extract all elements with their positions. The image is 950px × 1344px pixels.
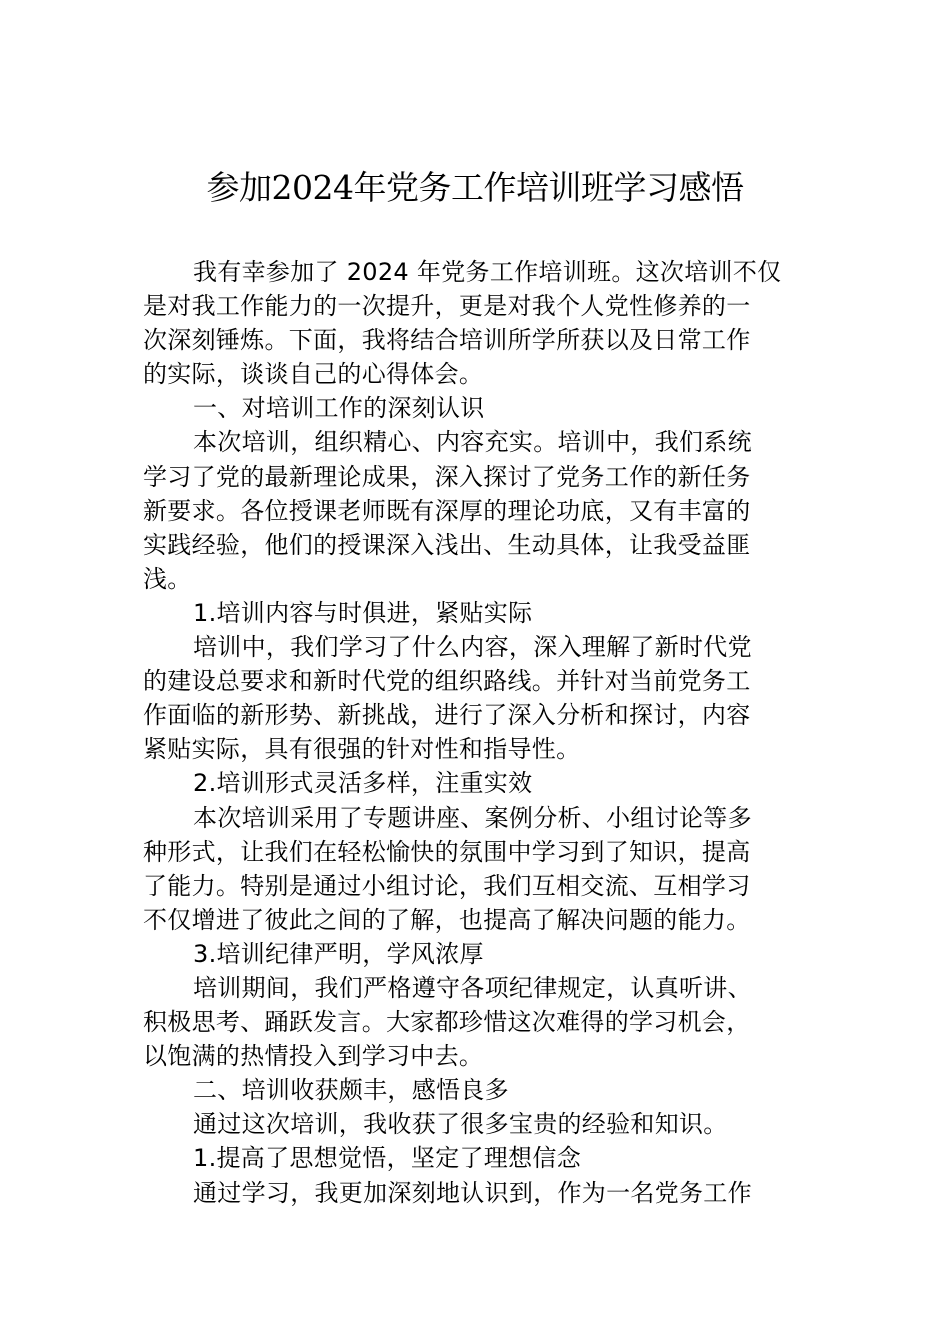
paragraph-line: 通过这次培训，我收获了很多宝贵的经验和知识。 (193, 1110, 728, 1139)
section-heading: 二、培训收获颇丰，感悟良多 (193, 1076, 509, 1105)
paragraph-line: 新要求。各位授课老师既有深厚的理论功底，又有丰富的 (143, 496, 751, 525)
paragraph-line: 作面临的新形势、新挑战，进行了深入分析和探讨，内容 (143, 701, 751, 730)
paragraph-line: 培训期间，我们严格遵守各项纪律规定，认真听讲、 (193, 973, 752, 1002)
subsection-heading: 1.培训内容与时俱进，紧贴实际 (193, 598, 533, 627)
paragraph-line: 学习了党的最新理论成果，深入探讨了党务工作的新任务 (143, 462, 751, 491)
subsection-heading: 3.培训纪律严明，学风浓厚 (193, 939, 484, 968)
document-body (143, 255, 807, 1210)
paragraph-line: 次深刻锤炼。下面，我将结合培训所学所获以及日常工作 (143, 326, 751, 355)
paragraph-line: 不仅增进了彼此之间的了解，也提高了解决问题的能力。 (143, 905, 751, 934)
paragraph-line: 的实际，谈谈自己的心得体会。 (143, 360, 484, 389)
subsection-heading: 1.提高了思想觉悟，坚定了理想信念 (193, 1144, 581, 1173)
paragraph-line: 实践经验，他们的授课深入浅出、生动具体，让我受益匪 (143, 530, 751, 559)
paragraph-line: 的建设总要求和新时代党的组织路线。并针对当前党务工 (143, 667, 751, 696)
paragraph-line: 通过学习，我更加深刻地认识到，作为一名党务工作 (193, 1178, 752, 1207)
paragraph-line: 了能力。特别是通过小组讨论，我们互相交流、互相学习 (143, 871, 751, 900)
paragraph-line: 积极思考、踊跃发言。大家都珍惜这次难得的学习机会， (143, 1008, 751, 1037)
paragraph-line: 是对我工作能力的一次提升，更是对我个人党性修养的一 (143, 292, 751, 321)
paragraph-line: 浅。 (143, 564, 192, 593)
paragraph-line: 种形式，让我们在轻松愉快的氛围中学习到了知识，提高 (143, 837, 751, 866)
paragraph-line: 本次培训，组织精心、内容充实。培训中，我们系统 (193, 428, 752, 457)
paragraph-line: 我有幸参加了 2024 年党务工作培训班。这次培训不仅 (193, 258, 782, 286)
subsection-heading: 2.培训形式灵活多样，注重实效 (193, 769, 533, 798)
paragraph-line: 本次培训采用了专题讲座、案例分析、小组讨论等多 (193, 803, 752, 832)
paragraph-line: 以饱满的热情投入到学习中去。 (143, 1042, 484, 1071)
paragraph-line: 紧贴实际，具有很强的针对性和指导性。 (143, 735, 581, 764)
section-heading: 一、对培训工作的深刻认识 (193, 394, 485, 423)
paragraph-line: 培训中，我们学习了什么内容，深入理解了新时代党 (193, 633, 752, 662)
document-title: 参加2024年党务工作培训班学习感悟 (206, 168, 744, 207)
